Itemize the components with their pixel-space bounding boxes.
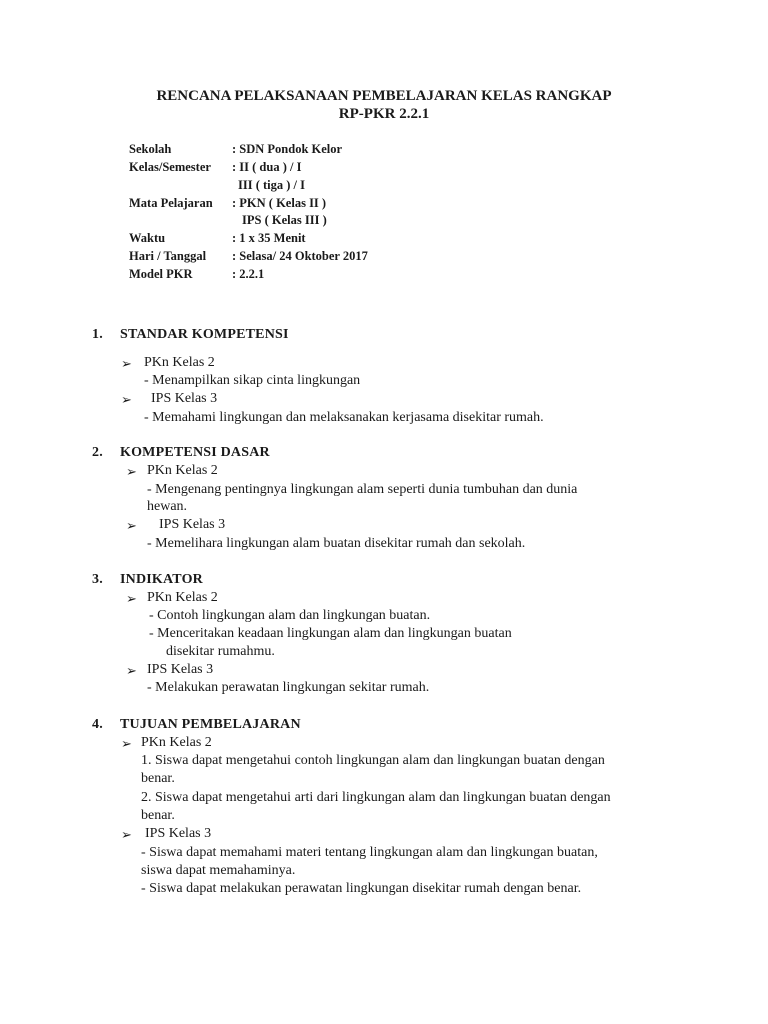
list-item-continuation: benar. xyxy=(141,808,175,823)
subsection-label: IPS Kelas 3 xyxy=(145,826,212,841)
section-number: 2. xyxy=(92,445,103,460)
section-heading: INDIKATOR xyxy=(120,572,203,587)
list-item: - Melakukan perawatan lingkungan sekitar rumah. xyxy=(147,680,430,695)
arrow-bullet-icon: ➢ xyxy=(126,518,137,533)
arrow-bullet-icon: ➢ xyxy=(121,356,132,371)
document-subtitle: RP-PKR 2.2.1 xyxy=(338,106,430,122)
list-item: - Mengenang pentingnya lingkungan alam seperti dunia tumbuhan dan dunia xyxy=(147,482,578,497)
arrow-bullet-icon: ➢ xyxy=(121,736,132,751)
model-label: Model PKR xyxy=(129,267,193,281)
sekolah-label: Sekolah xyxy=(129,142,172,156)
list-item-continuation: siswa dapat memahaminya. xyxy=(141,863,296,878)
list-item: - Siswa dapat melakukan perawatan lingkungan disekitar rumah dengan benar. xyxy=(141,881,582,896)
list-item: - Siswa dapat memahami materi tentang lingkungan alam dan lingkungan buatan, xyxy=(141,845,598,860)
arrow-bullet-icon: ➢ xyxy=(121,392,132,407)
section-heading: TUJUAN PEMBELAJARAN xyxy=(120,717,301,732)
document-title: RENCANA PELAKSANAAN PEMBELAJARAN KELAS RANGKAP xyxy=(156,88,612,104)
mapel-value-2: IPS ( Kelas III ) xyxy=(242,213,327,227)
kelas-value-1: : II ( dua ) / I xyxy=(232,160,302,174)
subsection-label: IPS Kelas 3 xyxy=(147,662,214,677)
waktu-label: Waktu xyxy=(129,231,166,245)
list-item-continuation: hewan. xyxy=(147,499,188,514)
subsection-label: PKn Kelas 2 xyxy=(147,463,218,478)
list-item: 2. Siswa dapat mengetahui arti dari lingkungan alam dan lingkungan buatan dengan xyxy=(141,790,611,805)
list-item: - Menceritakan keadaan lingkungan alam dan lingkungan buatan xyxy=(149,626,512,641)
list-item: - Contoh lingkungan alam dan lingkungan buatan. xyxy=(149,608,431,623)
subsection-label: IPS Kelas 3 xyxy=(151,391,218,406)
sekolah-value: : SDN Pondok Kelor xyxy=(232,142,343,156)
list-item: - Memahami lingkungan dan melaksanakan kerjasama disekitar rumah. xyxy=(144,410,544,425)
section-heading: STANDAR KOMPETENSI xyxy=(120,327,289,342)
list-item-continuation: benar. xyxy=(141,771,175,786)
subsection-label: IPS Kelas 3 xyxy=(159,517,226,532)
mapel-value-1: : PKN ( Kelas II ) xyxy=(232,196,327,210)
list-item: 1. Siswa dapat mengetahui contoh lingkungan alam dan lingkungan buatan dengan xyxy=(141,753,605,768)
tanggal-value: : Selasa/ 24 Oktober 2017 xyxy=(232,249,368,263)
arrow-bullet-icon: ➢ xyxy=(121,827,132,842)
waktu-value: : 1 x 35 Menit xyxy=(232,231,306,245)
subsection-label: PKn Kelas 2 xyxy=(147,590,218,605)
list-item: - Menampilkan sikap cinta lingkungan xyxy=(144,373,361,388)
arrow-bullet-icon: ➢ xyxy=(126,591,137,606)
arrow-bullet-icon: ➢ xyxy=(126,464,137,479)
model-value: : 2.2.1 xyxy=(232,267,265,281)
section-number: 3. xyxy=(92,572,103,587)
list-item-continuation: disekitar rumahmu. xyxy=(166,644,275,659)
section-heading: KOMPETENSI DASAR xyxy=(120,445,270,460)
section-number: 1. xyxy=(92,327,103,342)
kelas-label: Kelas/Semester xyxy=(129,160,211,174)
mapel-label: Mata Pelajaran xyxy=(129,196,213,210)
arrow-bullet-icon: ➢ xyxy=(126,663,137,678)
section-number: 4. xyxy=(92,717,103,732)
tanggal-label: Hari / Tanggal xyxy=(129,249,207,263)
subsection-label: PKn Kelas 2 xyxy=(144,355,215,370)
list-item: - Memelihara lingkungan alam buatan disekitar rumah dan sekolah. xyxy=(147,536,526,551)
subsection-label: PKn Kelas 2 xyxy=(141,735,212,750)
kelas-value-2: III ( tiga ) / I xyxy=(238,178,306,192)
